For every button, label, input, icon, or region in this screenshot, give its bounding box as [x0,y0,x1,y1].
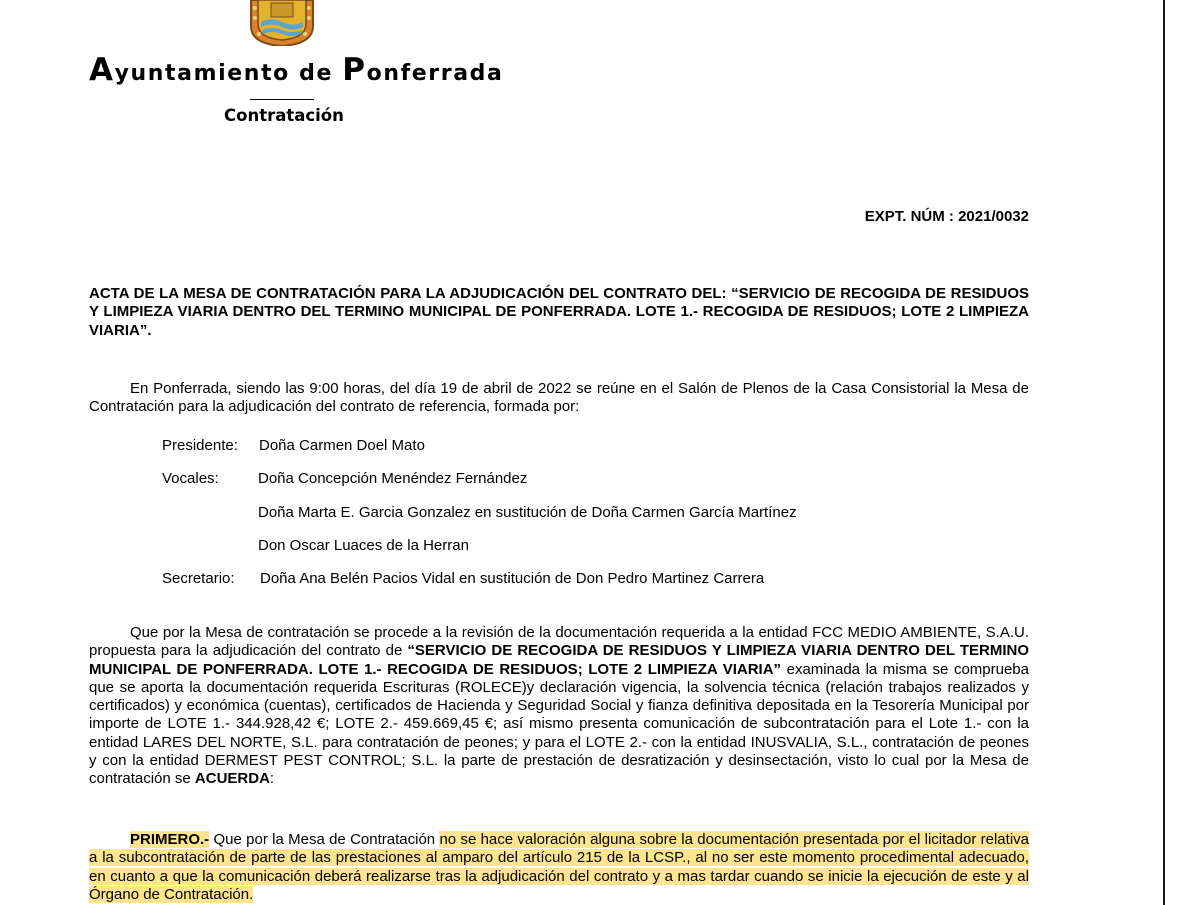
highlighted-text: no se hace valoración alguna sobre la documentación presentada por el licitador relativa a la subcontratación de parte de las prestaciones al amparo del artículo 215 de la LCSP., al no ser este momento procedimental adecuado, en cuanto a que la comunicación deberá realizarse tras la adjudicación del contrato y a mas tardar cuando se inicie la ejecución de este y al Órgano de Contratación. [89,831,1029,903]
page-edge-line [1163,0,1165,905]
act-title: ACTA DE LA MESA DE CONTRATACIÓN PARA LA ADJUDICACIÓN DEL CONTRATO DEL: “SERVICIO DE RECOGIDA DE RESIDUOS Y LIMPIEZA VIARIA DENTRO DEL TERMINO MUNICIPAL DE PONFERRADA. LOTE 1.- RECOGIDA DE RESIDUOS; LOTE 2 LIMPIEZA VIARIA”. [89,285,1029,339]
department-label: Contratación [224,106,344,125]
file-number: EXPT. NÚM : 2021/0032 [864,208,1029,225]
document-page: Ayuntamiento de Ponferrada Contratación EXPT. NÚM : 2021/0032 ACTA DE LA MESA DE CONTRATACIÓN PARA LA ADJUDICACIÓN DEL CONTRATO DEL: “SERVICIO DE RECOGIDA DE RESIDUOS Y LIMPIEZA VIARIA DENTRO DEL TERMINO MUNICIPAL DE PONFERRADA. LOTE 1.- RECOGIDA DE RESIDUOS; LOTE 2 LIMPIEZA VIARIA”. En Ponferrada, siendo las 9:00 horas, del día 19 de abril de 2022 se reúne en el Salón de Plenos de la Casa Consistorial la Mesa de Contratación para la adjudicación del contrato de referencia, formada por: Presidente: Doña Carmen Doel Mato Vocales: Doña Concepción Menéndez Fernández Doña Marta E. Garcia Gonzalez en sustitución de Doña Carmen García Martínez Don Oscar Luaces de la Herran Secretario: Doña Ana Belén Pacios Vidal en sustitución de Don Pedro Martinez Carrera Que por la Mesa de contratación se procede a la revisión de la documentación requerida a la entidad FCC MEDIO AMBIENTE, S.A.U. propuesta para la adjudicación del contrato de “SERVICIO DE RECOGIDA DE RESIDUOS Y LIMPIEZA VIARIA DENTRO DEL TERMINO MUNICIPAL DE PONFERRADA. LOTE 1.- RECOGIDA DE RESIDUOS; LOTE 2 LIMPIEZA VIARIA” examinada la misma se comprueba que se aporta la documentación requerida Escrituras (ROLECE)y declaración vigencia, la solvencia técnica (relación trabajos realizados y certificados) y económica (cuentas), certificados de Hacienda y Seguridad Social y fianza definitiva depositada en la Tesorería Municipal por importe de LOTE 1.- 344.928,42 €; LOTE 2.- 459.669,45 €; así mismo presenta comunicación de subcontratación para el Lote 1.- con la entidad LARES DEL NORTE, S.L. para contratación de peones; y para el LOTE 2.- con la entidad INUSVALIA, S.L., contratación de peones y con la entidad DERMEST PEST CONTROL; S.L. la parte de prestación de desratización y desinsectación, visto lo cual por la Mesa de contratación se ACUERDA: PRIMERO.- Que por la Mesa de Contratación no se hace valoración alguna sobre la documentación presentada por el licitador relativa a la subcontratación de parte de las prestaciones al amparo del artículo 215 de la LCSP., al no ser este momento procedimental adecuado, en cuanto a que la comunicación deberá realizarse tras la adjudicación del contrato y a mas tardar cuando se inicie la ejecución de este y al Órgano de Contratación. [0,0,1177,905]
member-vocal-3: Don Oscar Luaces de la Herran [258,537,469,554]
intro-paragraph: En Ponferrada, siendo las 9:00 horas, del día 19 de abril de 2022 se reúne en el Salón de Plenos de la Casa Consistorial la Mesa de Contratación para la adjudicación del contrato de referencia, formada por: [89,380,1029,416]
crest-icon [247,0,317,46]
acuerda-word: ACUERDA [194,770,270,788]
review-paragraph: Que por la Mesa de contratación se procede a la revisión de la documentación requerida a la entidad FCC MEDIO AMBIENTE, S.A.U. propuesta para la adjudicación del contrato de “SERVICIO DE RECOGIDA DE RESIDUOS Y LIMPIEZA VIARIA DENTRO DEL TERMINO MUNICIPAL DE PONFERRADA. LOTE 1.- RECOGIDA DE RESIDUOS; LOTE 2 LIMPIEZA VIARIA” examinada la misma se comprueba que se aporta la documentación requerida Escrituras (ROLECE)y declaración vigencia, la solvencia técnica (relación trabajos realizados y certificados) y económica (cuentas), certificados de Hacienda y Seguridad Social y fianza definitiva depositada en la Tesorería Municipal por importe de LOTE 1.- 344.928,42 €; LOTE 2.- 459.669,45 €; así mismo presenta comunicación de subcontratación para el Lote 1.- con la entidad LARES DEL NORTE, S.L. para contratación de peones; y para el LOTE 2.- con la entidad INUSVALIA, S.L., contratación de peones y con la entidad DERMEST PEST CONTROL; S.L. la parte de prestación de desratización y desinsectación, visto lo cual por la Mesa de contratación se ACUERDA: [89,624,1029,788]
primero-label: PRIMERO.- [130,831,210,848]
contract-name: “SERVICIO DE RECOGIDA DE RESIDUOS Y LIMPIEZA VIARIA DENTRO DEL TERMINO MUNICIPAL DE PONFERRADA. LOTE 1.- RECOGIDA DE RESIDUOS; LOTE 2 LIMPIEZA VIARIA” [89,642,1029,678]
org-title: Ayuntamiento de Ponferrada [89,52,504,88]
member-vocal-2: Doña Marta E. Garcia Gonzalez en sustitución de Doña Carmen García Martínez [258,504,797,521]
title-divider [250,99,314,100]
primero-paragraph: PRIMERO.- Que por la Mesa de Contratación no se hace valoración alguna sobre la documentación presentada por el licitador relativa a la subcontratación de parte de las prestaciones al amparo del artículo 215 de la LCSP., al no ser este momento procedimental adecuado, en cuanto a que la comunicación deberá realizarse tras la adjudicación del contrato y a mas tardar cuando se inicie la ejecución de este y al Órgano de Contratación. [89,831,1029,903]
